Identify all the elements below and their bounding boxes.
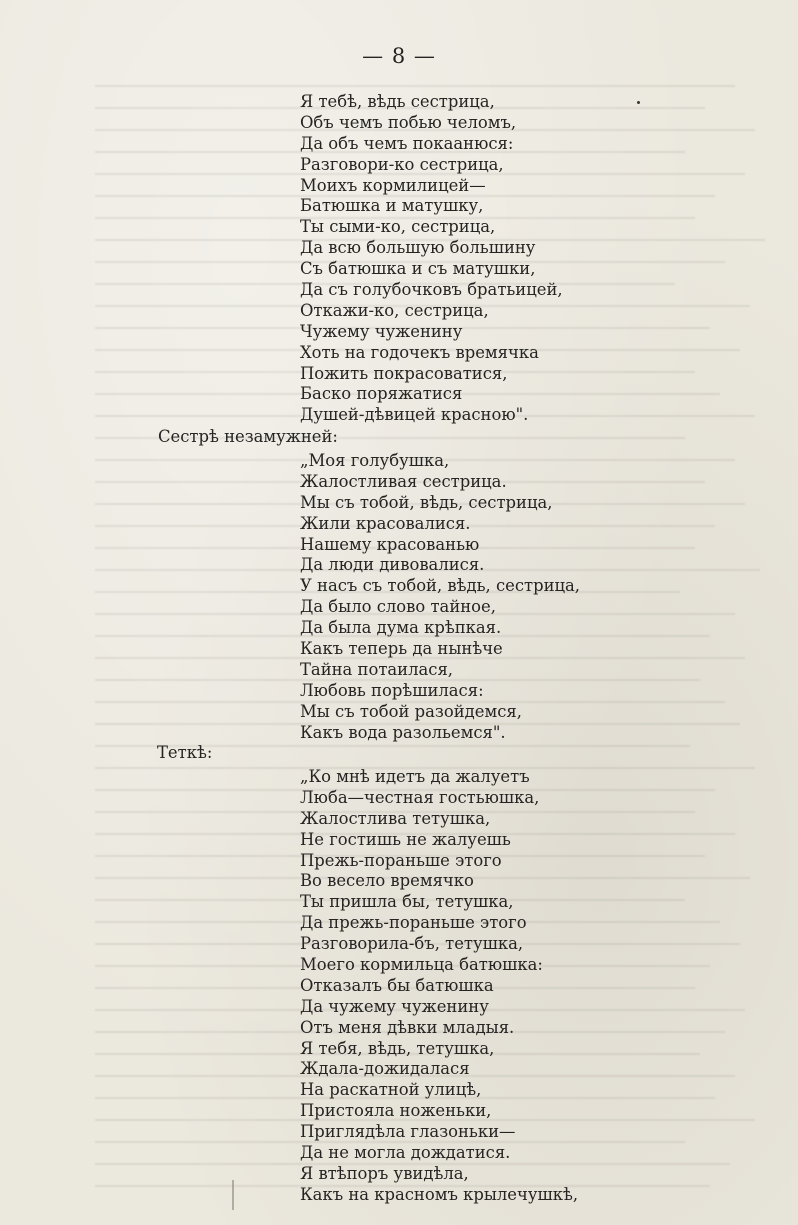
poem-line: Разговори-ко сестрица, <box>300 154 504 174</box>
poem-line: Да было слово тайное, <box>300 597 496 617</box>
poem-line: Моихъ кормилицей— <box>300 175 486 195</box>
poem-line: Люба—честная гостьюшка, <box>300 787 540 807</box>
poem-line: Приглядѣла глазоньки— <box>300 1122 516 1142</box>
poem-line: Пристояла ноженьки, <box>300 1101 492 1121</box>
poem-line: Я тебя, вѣдь, тетушка, <box>300 1038 495 1058</box>
poem-line: „Ко мнѣ идетъ да жалуетъ <box>300 767 530 786</box>
poem-line: Чужему чуженину <box>300 321 463 341</box>
poem-line: Жили красовалися. <box>300 513 471 533</box>
poem-stanza-3 <box>300 767 578 1206</box>
poem-line: Мы съ тобой, вѣдь, сестрица, <box>300 492 553 512</box>
section-heading-aunt: Теткѣ: <box>157 743 213 762</box>
poem-line: Какъ на красномъ крылечушкѣ, <box>300 1184 579 1204</box>
poem-line: Ты сыми-ко, сестрица, <box>300 217 496 237</box>
paper-edge-mark <box>232 1180 234 1210</box>
poem-line: Отказалъ бы батюшка <box>300 975 494 995</box>
poem-line: Тайна потаилася, <box>300 659 454 679</box>
poem-line: Съ батюшка и съ матушки, <box>300 259 536 279</box>
poem-line: Да всю большую большину <box>300 238 536 258</box>
poem-line: Я тебѣ, вѣдь сестрица, <box>300 92 495 111</box>
poem-line: На раскатной улицѣ, <box>300 1080 482 1100</box>
poem-stanza-2 <box>300 451 580 743</box>
poem-line: Жалостливая сестрица. <box>300 471 507 491</box>
poem-line: Да люди дивовалися. <box>300 555 485 575</box>
poem-stanza-1 <box>300 92 563 426</box>
poem-line: Отъ меня дѣвки младыя. <box>300 1017 515 1037</box>
section-heading-sister: Сестрѣ незамужней: <box>158 427 338 446</box>
poem-line: Баско поряжатися <box>300 384 463 404</box>
poem-line: Да прежь-пораньше этого <box>300 913 527 933</box>
poem-line: Прежь-пораньше этого <box>300 850 502 870</box>
poem-line: Ты пришла бы, тетушка, <box>300 892 514 912</box>
poem-line: Да чужему чуженину <box>300 996 489 1016</box>
poem-line: Да не могла дождатися. <box>300 1143 511 1163</box>
poem-line: Объ чемъ побью челомъ, <box>300 112 517 132</box>
poem-line: Разговорила-бъ, тетушка, <box>300 934 524 954</box>
poem-line: Откажи-ко, сестрица, <box>300 300 489 320</box>
poem-line: Во весело времячко <box>300 871 474 891</box>
poem-line: Батюшка и матушку, <box>300 196 484 216</box>
poem-line: У насъ съ тобой, вѣдь, сестрица, <box>300 576 581 596</box>
poem-line: Ждала-дожидалася <box>300 1059 470 1079</box>
poem-line: Да объ чемъ покаанюся: <box>300 133 514 153</box>
poem-line: Да съ голубочковъ братьицей, <box>300 280 563 300</box>
page-number: — 8 — <box>362 44 436 68</box>
print-speck <box>637 101 640 104</box>
poem-line: Хоть на годочекъ времячка <box>300 342 539 362</box>
poem-line: Душей-дѣвицей красною". <box>300 405 529 425</box>
poem-line: Любовь порѣшилася: <box>300 680 484 700</box>
bleed-line <box>95 85 735 87</box>
poem-line: „Моя голубушка, <box>300 451 450 470</box>
poem-line: Да была дума крѣпкая. <box>300 618 502 638</box>
poem-line: Нашему красованью <box>300 534 480 554</box>
poem-line: Жалостлива тетушка, <box>300 808 491 828</box>
poem-line: Я втѣпоръ увидѣла, <box>300 1163 469 1183</box>
poem-line: Какъ вода разольемся". <box>300 722 506 742</box>
poem-line: Пожить покрасоватися, <box>300 363 508 383</box>
poem-line: Какъ теперь да нынѣче <box>300 639 503 659</box>
poem-line: Моего кормильца батюшка: <box>300 955 543 975</box>
poem-line: Не гостишь не жалуешь <box>300 829 511 849</box>
poem-line: Мы съ тобой разойдемся, <box>300 701 522 721</box>
